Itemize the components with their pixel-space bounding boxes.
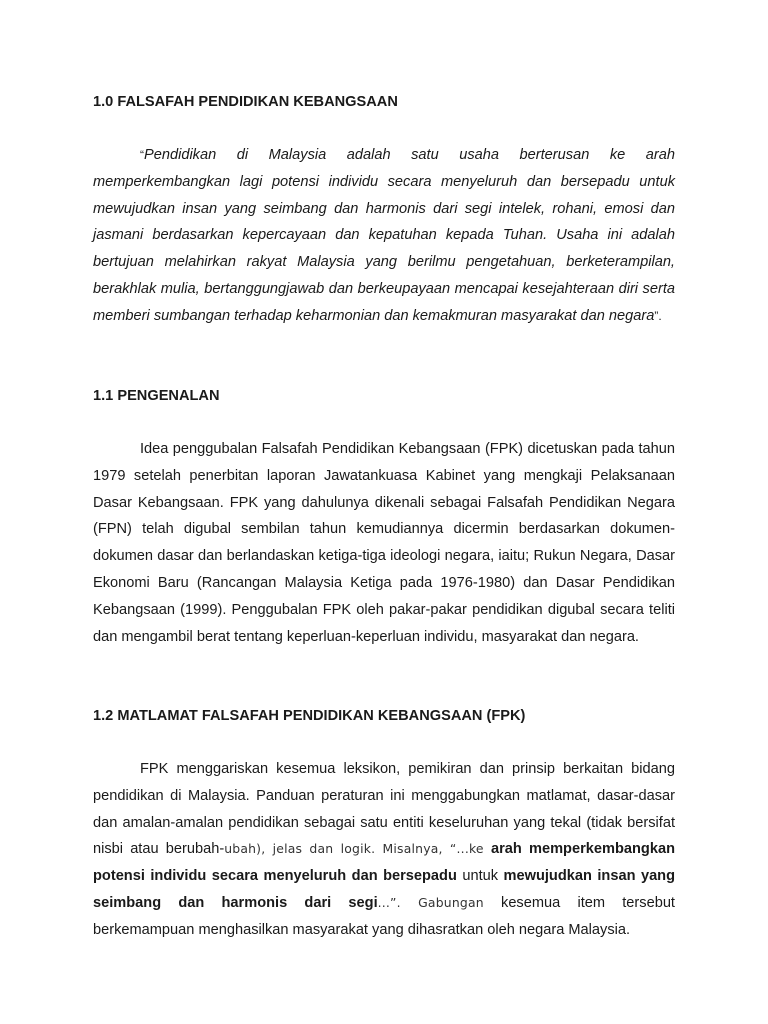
fpk-quote-text: Pendidikan di Malaysia adalah satu usaha berterusan ke arah memperkembangkan lagi potensi individu secara menyeluruh dan bersepadu untuk mewujudkan insan yang seimbang dan harmonis dari segi intelek, rohani, emosi dan jasmani berdasarkan kepercayaan dan kepatuhan kepada Tuhan. Usaha ini adalah bertujuan melahirkan rakyat Malaysia yang berilmu pengetahuan, berketerampilan, berakhlak mulia, bertanggungjawab dan berkeupayaan mencapai kesejahteraan diri serta memberi sumbangan terhadap keharmonian dan kemakmuran masyarakat dan negara [93, 147, 675, 324]
matlamat-paragraph [93, 756, 675, 944]
matlamat-text-1: FPK menggariskan kesemua leksikon, pemikiran dan prinsip berkaitan bidang pendidikan di Malaysia. Panduan peraturan ini menggabungkan matlamat, dasar-dasar dan amalan-amalan pendidikan sebagai satu entiti keseluruhan yang tekal (tidak bersifat nisbi atau berubah- [93, 761, 675, 858]
open-quote: “ [140, 148, 144, 162]
heading-1-0: 1.0 FALSAFAH PENDIDIKAN KEBANGSAAN [93, 94, 398, 110]
pengenalan-paragraph: Idea penggubalan Falsafah Pendidikan Kebangsaan (FPK) dicetuskan pada tahun 1979 setelah penerbitan laporan Jawatankuasa Kabinet yang mengkaji Pelaksanaan Dasar Kebangsaan. FPK yang dahulunya dikenali sebagai Falsafah Pendidikan Negara (FPN) telah digubal sembilan tahun kemudiannya dicermin berdasarkan dokumen-dokumen dasar dan berlandaskan ketiga-tiga ideologi negara, iaitu; Rukun Negara, Dasar Ekonomi Baru (Rancangan Malaysia Ketiga pada 1976-1980) dan Dasar Pendidikan Kebangsaan (1999). Penggubalan FPK oleh pakar-pakar pendidikan digubal secara teliti dan mengambil berat tentang keperluan-keperluan individu, masyarakat dan negara. [93, 441, 675, 645]
heading-1-2: 1.2 MATLAMAT FALSAFAH PENDIDIKAN KEBANGSAAN (FPK) [93, 708, 526, 724]
fpk-quote-paragraph [93, 142, 675, 330]
heading-1-1: 1.1 PENGENALAN [93, 388, 220, 404]
matlamat-text-2: ubah), jelas dan logik. Misalnya, “...ke [224, 841, 491, 857]
matlamat-text-3: untuk [456, 868, 504, 885]
matlamat-text-4: ...”. Gabungan [377, 894, 484, 910]
matlamat-bold-2: mewujudkan insan yang seimbang dan harmonis dari segi [93, 868, 676, 911]
matlamat-bold-1: arah memperkembangkan potensi individu secara menyeluruh dan bersepadu [93, 841, 675, 885]
close-quote: ”. [654, 308, 662, 323]
matlamat-text-5: kesemua item tersebut berkemampuan menghasilkan masyarakat yang dihasratkan oleh negara Malaysia. [93, 894, 675, 938]
